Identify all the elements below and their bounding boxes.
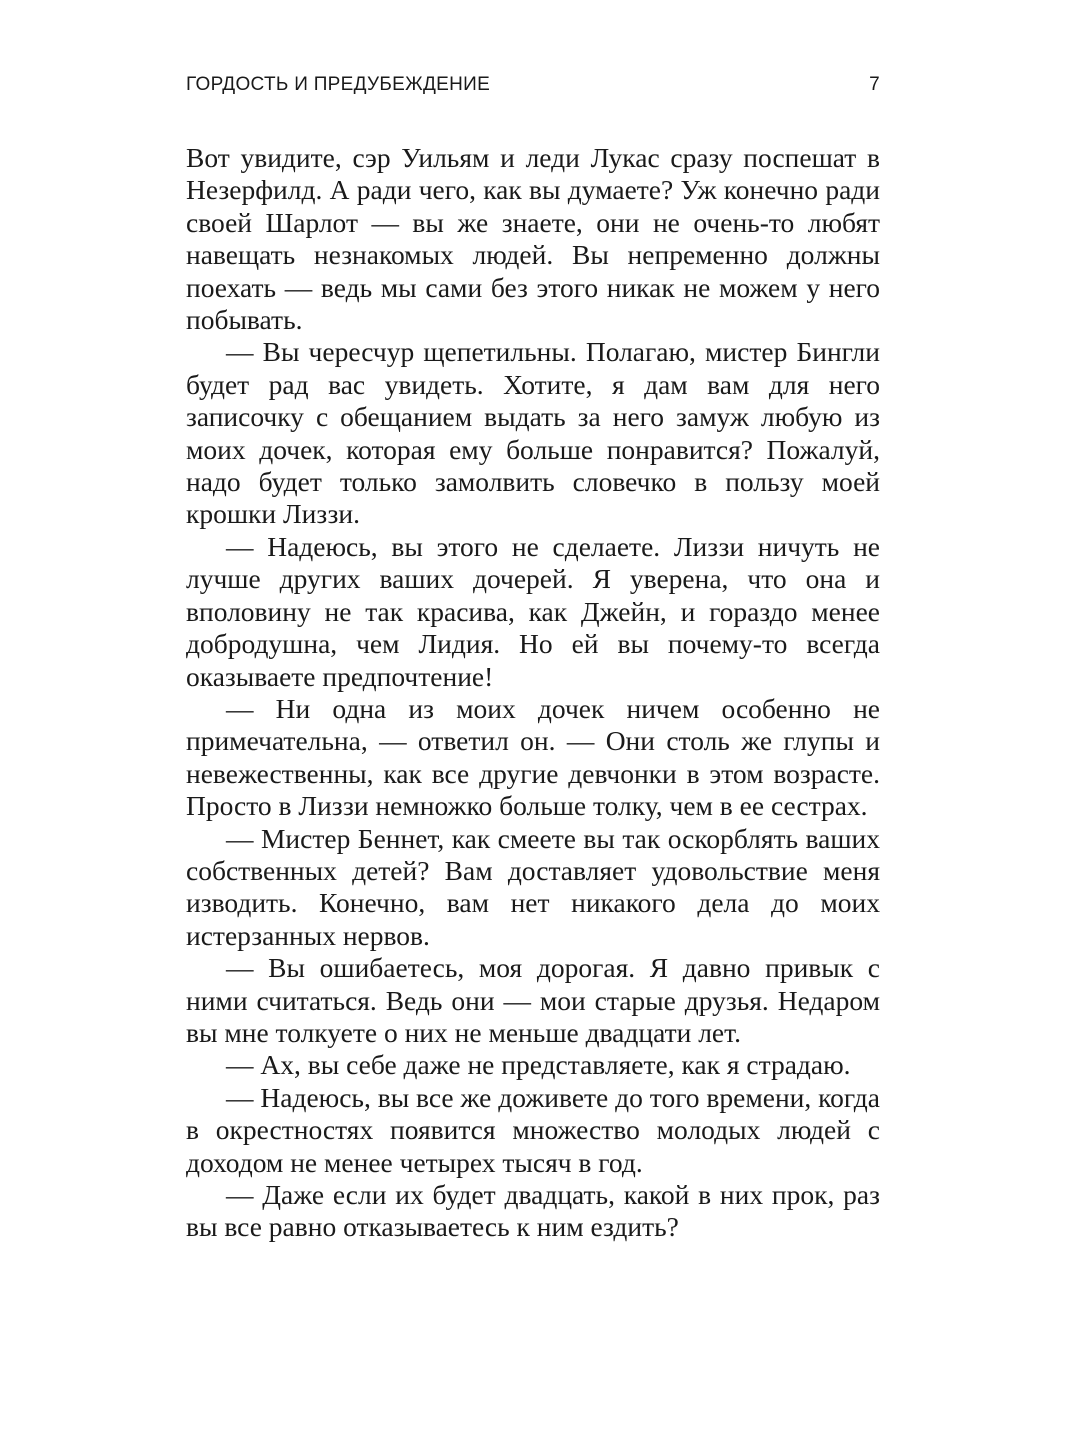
book-page [186,0,880,1440]
paragraph: — Мистер Беннет, как смеете вы так оскорблять ваших собственных детей? Вам доставляет удовольствие меня изводить. Конечно, вам нет никакого дела до моих истерзанных нервов. [186,822,880,951]
page-number: 7 [869,74,880,95]
paragraph: — Даже если их будет двадцать, какой в них прок, раз вы все равно отказываетесь к ним ездить? [186,1179,880,1243]
body-text [186,142,880,1244]
paragraph: — Вы ошибаетесь, моя дорогая. Я давно привык с ними считаться. Ведь они — мои старые друзья. Недаром вы мне толкуете о них не меньше двадцати лет. [186,952,880,1048]
paragraph: Вот увидите, сэр Уильям и леди Лукас сразу поспешат в Незерфилд. А ради чего, как вы думаете? Уж конечно ради своей Шарлот — вы же знаете, они не очень-то любят навещать незнакомых людей. Вы непременно должны поехать — ведь мы сами без этого никак не можем у него побывать. [186,142,880,336]
paragraph: — Ах, вы себе даже не представляете, как я страдаю. [226,1049,851,1081]
paragraph: — Надеюсь, вы этого не сделаете. Лиззи ничуть не лучше других ваших дочерей. Я уверена, что она и вполовину не так красива, как Джейн, и гораздо менее добродушна, чем Лидия. Но ей вы почему-то всегда оказываете предпочтение! [186,530,880,692]
running-head [186,74,880,104]
running-title: ГОРДОСТЬ И ПРЕДУБЕЖДЕНИЕ [186,74,491,95]
paragraph: — Надеюсь, вы все же доживете до того времени, когда в окрестностях появится множество молодых людей с доходом не менее четырех тысяч в год. [186,1081,880,1178]
paragraph: — Ни одна из моих дочек ничем особенно не примечательна, — ответил он. — Они столь же глупы и невежественны, как все другие девчонки в этом возрасте. Просто в Лиззи немножко больше толку, чем в ее сестрах. [186,692,880,822]
paragraph: — Вы чересчур щепетильны. Полагаю, мистер Бингли будет рад вас увидеть. Хотите, я дам вам для него записочку с обещанием выдать за него замуж любую из моих дочек, которая ему больше понравится? Пожалуй, надо будет только замолвить словечко в пользу моей крошки Лиззи. [186,336,880,530]
